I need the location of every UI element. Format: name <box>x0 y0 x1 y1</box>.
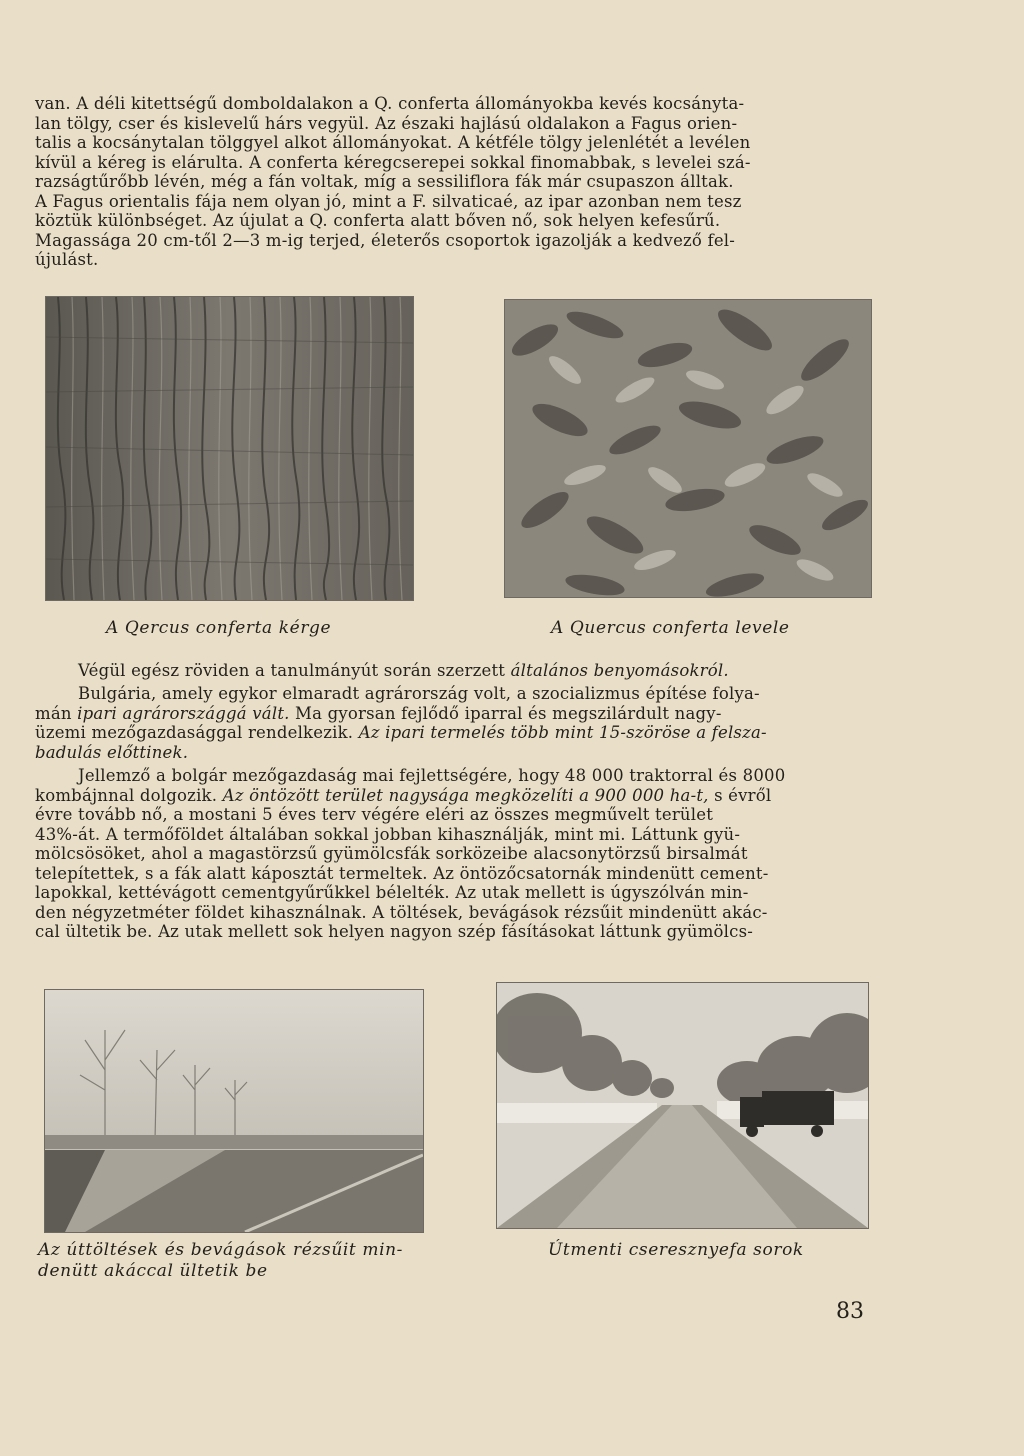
summary-intro-text: Végül egész röviden a tanulmányút során szerzett <box>78 661 511 680</box>
bulgaria-text-b: Ma gyorsan fejlődő iparral és megszilárdult nagy- üzemi mezőgazdasággal rendelkezik. <box>35 703 722 742</box>
agriculture-italic: Az öntözött terület nagysága megközelíti a 900 000 ha-t, <box>222 785 709 805</box>
leaves-texture-image <box>505 300 871 597</box>
embankment-caption: Az úttöltések és bevágások rézsűit min- denütt akáccal ültetik be <box>38 1240 403 1281</box>
bark-photo <box>46 297 413 600</box>
leaves-photo <box>505 300 871 597</box>
page-number: 83 <box>836 1299 864 1324</box>
cherry-road-photo <box>497 983 868 1228</box>
bulgaria-italic-b: Az ipari termelés több mint 15-szöröse a felsza- badulás előttinek. <box>35 723 767 762</box>
cherry-road-caption: Útmenti cseresznyefa sorok <box>548 1240 804 1260</box>
cherry-road-image <box>497 983 868 1228</box>
agriculture-text-b: s évről évre tovább nő, a mostani 5 éves terv végére eléri az összes megművelt terület 43%-át. A termőföldet általában sokkal jobban kihasználják, mint mi. Láttunk gyü- mölcsösöket, ahol a magastörzsű gyümölcsfák sorközeibe alacsonytörzsű birsalmát telepítettek, s a fák alatt káposztát termeltek. Az öntözőcsatornák mindenütt cement- lapokkal, kettévágott cementgyűrűkkel bélelték. Az utak mellett is úgyszólván min- den négyzetméter földet kihasználnak. A töltések, bevágások rézsűit mindenütt akác- cal ültetik be. Az utak mellett sok helyen nagyon szép fásításokat láttunk gyümölcs- <box>35 785 772 941</box>
paragraph-intro: van. A déli kitettségű domboldalakon a Q. conferta állományokba kevés kocsányta- lan tölgy, cser és kislevelű hárs vegyül. Az északi hajlású oldalakon a Fagus orien- talis a kocsánytalan tölggyel alkot állományokat. A kétféle tölgy jelenlétét a levélen kívül a kéreg is elárulta. A conferta kéregcserepei sokkal finomabbak, s levelei szá- razságtűrőbb lévén, még a fán voltak, míg a sessiliflora fák már csupaszon álltak. A Fagus orientalis fája nem olyan jó, mint a F. silvaticaé, az ipar azonban nem tesz köztük különbséget. Az újulat a Q. conferta alatt bőven nő, sok helyen kefesűrű. Magassága 20 cm-től 2—3 m-ig terjed, életerős csoportok igazolják a kedvező fel- újulást. <box>35 94 751 269</box>
bulgaria-italic-a: ipari agrárországgá vált. <box>77 703 290 723</box>
paragraph-summary-intro <box>78 661 868 681</box>
embankment-photo <box>45 990 423 1232</box>
paragraph-bulgaria <box>35 684 869 762</box>
paragraph-agriculture <box>35 766 869 942</box>
bark-caption: A Qercus conferta kérge <box>106 618 332 638</box>
bulgaria-text-a: Bulgária, amely egykor elmaradt agrárország volt, a szocializmus építése folya- mán <box>35 684 760 723</box>
bark-texture-image <box>46 297 413 600</box>
summary-intro-italic: általános benyomásokról. <box>510 661 729 680</box>
embankment-road-image <box>45 990 423 1232</box>
agriculture-text-a: Jellemző a bolgár mezőgazdaság mai fejlettségére, hogy 48 000 traktorral és 8000 kombájnnal dolgozik. <box>35 766 786 805</box>
leaves-caption: A Quercus conferta levele <box>551 618 790 638</box>
